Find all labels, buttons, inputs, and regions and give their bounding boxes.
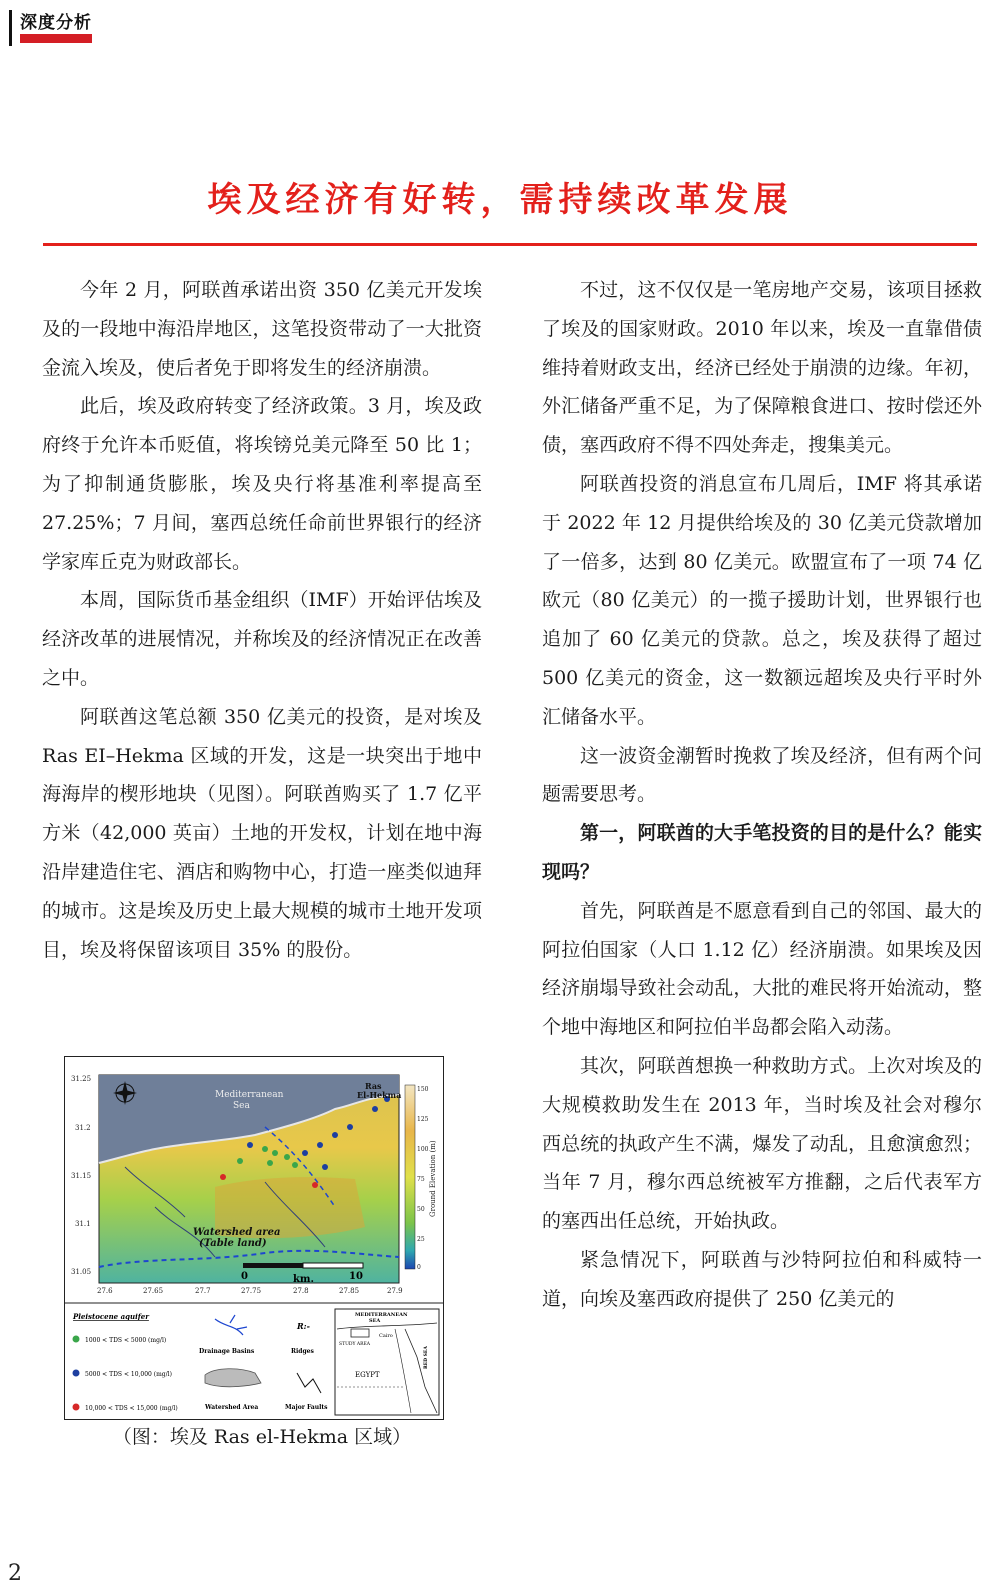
- elev-tick: 0: [417, 1264, 421, 1271]
- table-land-label: (Table land): [199, 1238, 267, 1249]
- y-tick: 31.25: [71, 1075, 92, 1083]
- paragraph: 阿联酋投资的消息宣布几周后，IMF 将其承诺于 2022 年 12 月提供给埃及的 30 亿美元贷款增加了一倍多，达到 80 亿美元。欧盟宣布了一项 74 亿欧元（80 亿美元）的一揽子援助计划，世界银行也追加了 60 亿美元的贷款。总之，埃及获得了超过 500 亿美元的资金，这一数额远超埃及央行平时外汇储备水平。: [542, 472, 982, 728]
- scale-unit: km.: [293, 1274, 314, 1285]
- section-marker-bar: [9, 10, 12, 46]
- left-column: [42, 271, 482, 969]
- figure-caption: （图：埃及 Ras el-Hekma 区域）: [112, 1426, 412, 1448]
- elev-tick: 50: [417, 1206, 425, 1213]
- watershed-icon: [205, 1369, 261, 1387]
- x-tick: 27.6: [97, 1287, 113, 1295]
- drainage-label: Drainage Basins: [199, 1348, 255, 1355]
- paragraph: 这一波资金潮暂时挽救了埃及经济，但有两个问题需要思考。: [542, 744, 982, 806]
- y-tick: 31.15: [71, 1172, 92, 1180]
- scale-bar: [243, 1263, 363, 1268]
- x-tick: 27.75: [241, 1287, 262, 1295]
- inset-red-sea: RED SEA: [424, 1346, 429, 1369]
- x-tick: 27.8: [293, 1287, 309, 1295]
- x-tick: 27.65: [143, 1287, 164, 1295]
- legend-dot-green: [73, 1336, 80, 1343]
- paragraph: 阿联酋这笔总额 350 亿美元的投资，是对埃及 Ras EI–Hekma 区域的开发，这是一块突出于地中海海岸的楔形地块（见图）。阿联酋购买了 1.7 亿平方米（42,000 英亩）土地的开发权，计划在地中海沿岸建造住宅、酒店和购物中心，打造一座类似迪拜的城市。这是埃及历史上最大规模的城市土地开发项目，埃及将保留该项目 35% 的股份。: [42, 705, 482, 961]
- sea-label-2: Sea: [233, 1101, 250, 1111]
- el-hekma-label: El-Hekma: [357, 1090, 402, 1100]
- paragraph: 今年 2 月，阿联酋承诺出资 350 亿美元开发埃及的一段地中海沿岸地区，这笔投资带动了一大批资金流入埃及，使后者免于即将发生的经济崩溃。: [42, 279, 482, 379]
- scale-start: 0: [241, 1271, 248, 1282]
- x-tick: 27.7: [195, 1287, 211, 1295]
- section-underline: [20, 34, 92, 43]
- elevation-colorbar: [405, 1085, 415, 1269]
- watershed-legend-label: Watershed Area: [205, 1404, 259, 1411]
- legend-dot-red: [73, 1404, 80, 1411]
- map-svg: [65, 1057, 443, 1419]
- inset-city: Cairo: [379, 1333, 393, 1339]
- inset-study-area: STUDY AREA: [339, 1342, 371, 1347]
- tds-3: 10,000 < TDS < 15,000 (mg/l): [85, 1405, 178, 1412]
- right-column: [542, 271, 982, 1319]
- section-label: 深度分析: [20, 13, 92, 33]
- y-tick: 31.05: [71, 1268, 92, 1276]
- paragraph: 不过，这不仅仅是一笔房地产交易，该项目拯救了埃及的国家财政。2010 年以来，埃及一直靠借债维持着财政支出，经济已经处于崩溃的边缘。年初，外汇储备严重不足，为了保障粮食进口、按时偿还外债，塞西政府不得不四处奔走，搜集美元。: [542, 279, 982, 457]
- legend-dot-blue: [73, 1370, 80, 1377]
- sea-label: Mediterranean: [215, 1090, 284, 1100]
- elev-tick: 150: [417, 1086, 429, 1093]
- map-figure: [64, 1056, 444, 1420]
- paragraph: 首先，阿联酋是不愿意看到自己的邻国、最大的阿拉伯国家（人口 1.12 亿）经济崩溃。如果埃及因经济崩塌导致社会动乱，大批的难民将开始流动，整个地中海地区和阿拉伯半岛都会陷入动荡。: [542, 899, 982, 1039]
- elev-tick: 25: [417, 1236, 425, 1243]
- paragraph: 此后，埃及政府转变了经济政策。3 月，埃及政府终于允许本币贬值，将埃镑兑美元降至 50 比 1；为了抑制通货膨胀，埃及央行将基准利率提高至 27.25%；7 月间，塞西总统任命前世界银行的经济学家库丘克为财政部长。: [42, 395, 482, 573]
- page-number: 2: [8, 1561, 22, 1586]
- subheading: 第一，阿联酋的大手笔投资的目的是什么？能实现吗？: [542, 822, 982, 883]
- inset-sea-2: SEA: [369, 1318, 381, 1324]
- faults-label: Major Faults: [285, 1404, 328, 1411]
- inset-sea: MEDITERRANEAN: [355, 1312, 408, 1318]
- article-headline: 埃及经济有好转，需持续改革发展: [207, 180, 793, 220]
- scale-end: 10: [349, 1271, 363, 1282]
- ridges-symbol: R:-: [297, 1321, 310, 1331]
- inset-country: EGYPT: [355, 1371, 380, 1379]
- drainage-icon: [215, 1315, 247, 1335]
- headline-rule: [43, 243, 977, 246]
- tds-1: 1000 < TDS < 5000 (mg/l): [85, 1337, 167, 1344]
- paragraph: 紧急情况下，阿联酋与沙特阿拉伯和科威特一道，向埃及塞西政府提供了 250 亿美元的: [542, 1248, 982, 1310]
- x-tick: 27.85: [339, 1287, 360, 1295]
- x-tick: 27.9: [387, 1287, 403, 1295]
- elev-tick: 125: [417, 1116, 429, 1123]
- paragraph: 其次，阿联酋想换一种救助方式。上次对埃及的大规模救助发生在 2013 年，当时埃及社会对穆尔西总统的执政产生不满，爆发了动乱，且愈演愈烈；当年 7 月，穆尔西总统被军方推翻，之后代表军方的塞西出任总统，开始执政。: [542, 1054, 982, 1233]
- tds-2: 5000 < TDS < 10,000 (mg/l): [85, 1371, 172, 1378]
- ras-label: Ras: [365, 1081, 382, 1091]
- paragraph: 本周，国际货币基金组织（IMF）开始评估埃及经济改革的进展情况，并称埃及的经济情况正在改善之中。: [42, 589, 482, 689]
- ridges-label: Ridges: [291, 1348, 314, 1355]
- fault-icon: [297, 1373, 321, 1393]
- aquifer-title: Pleistocene aquifer: [73, 1312, 149, 1321]
- elevation-label: Ground Elevation (m): [429, 1140, 437, 1217]
- y-tick: 31.1: [75, 1220, 91, 1228]
- y-tick: 31.2: [75, 1124, 91, 1132]
- watershed-label: Watershed area: [193, 1227, 281, 1238]
- elev-tick: 100: [417, 1146, 429, 1153]
- elev-tick: 75: [417, 1176, 425, 1183]
